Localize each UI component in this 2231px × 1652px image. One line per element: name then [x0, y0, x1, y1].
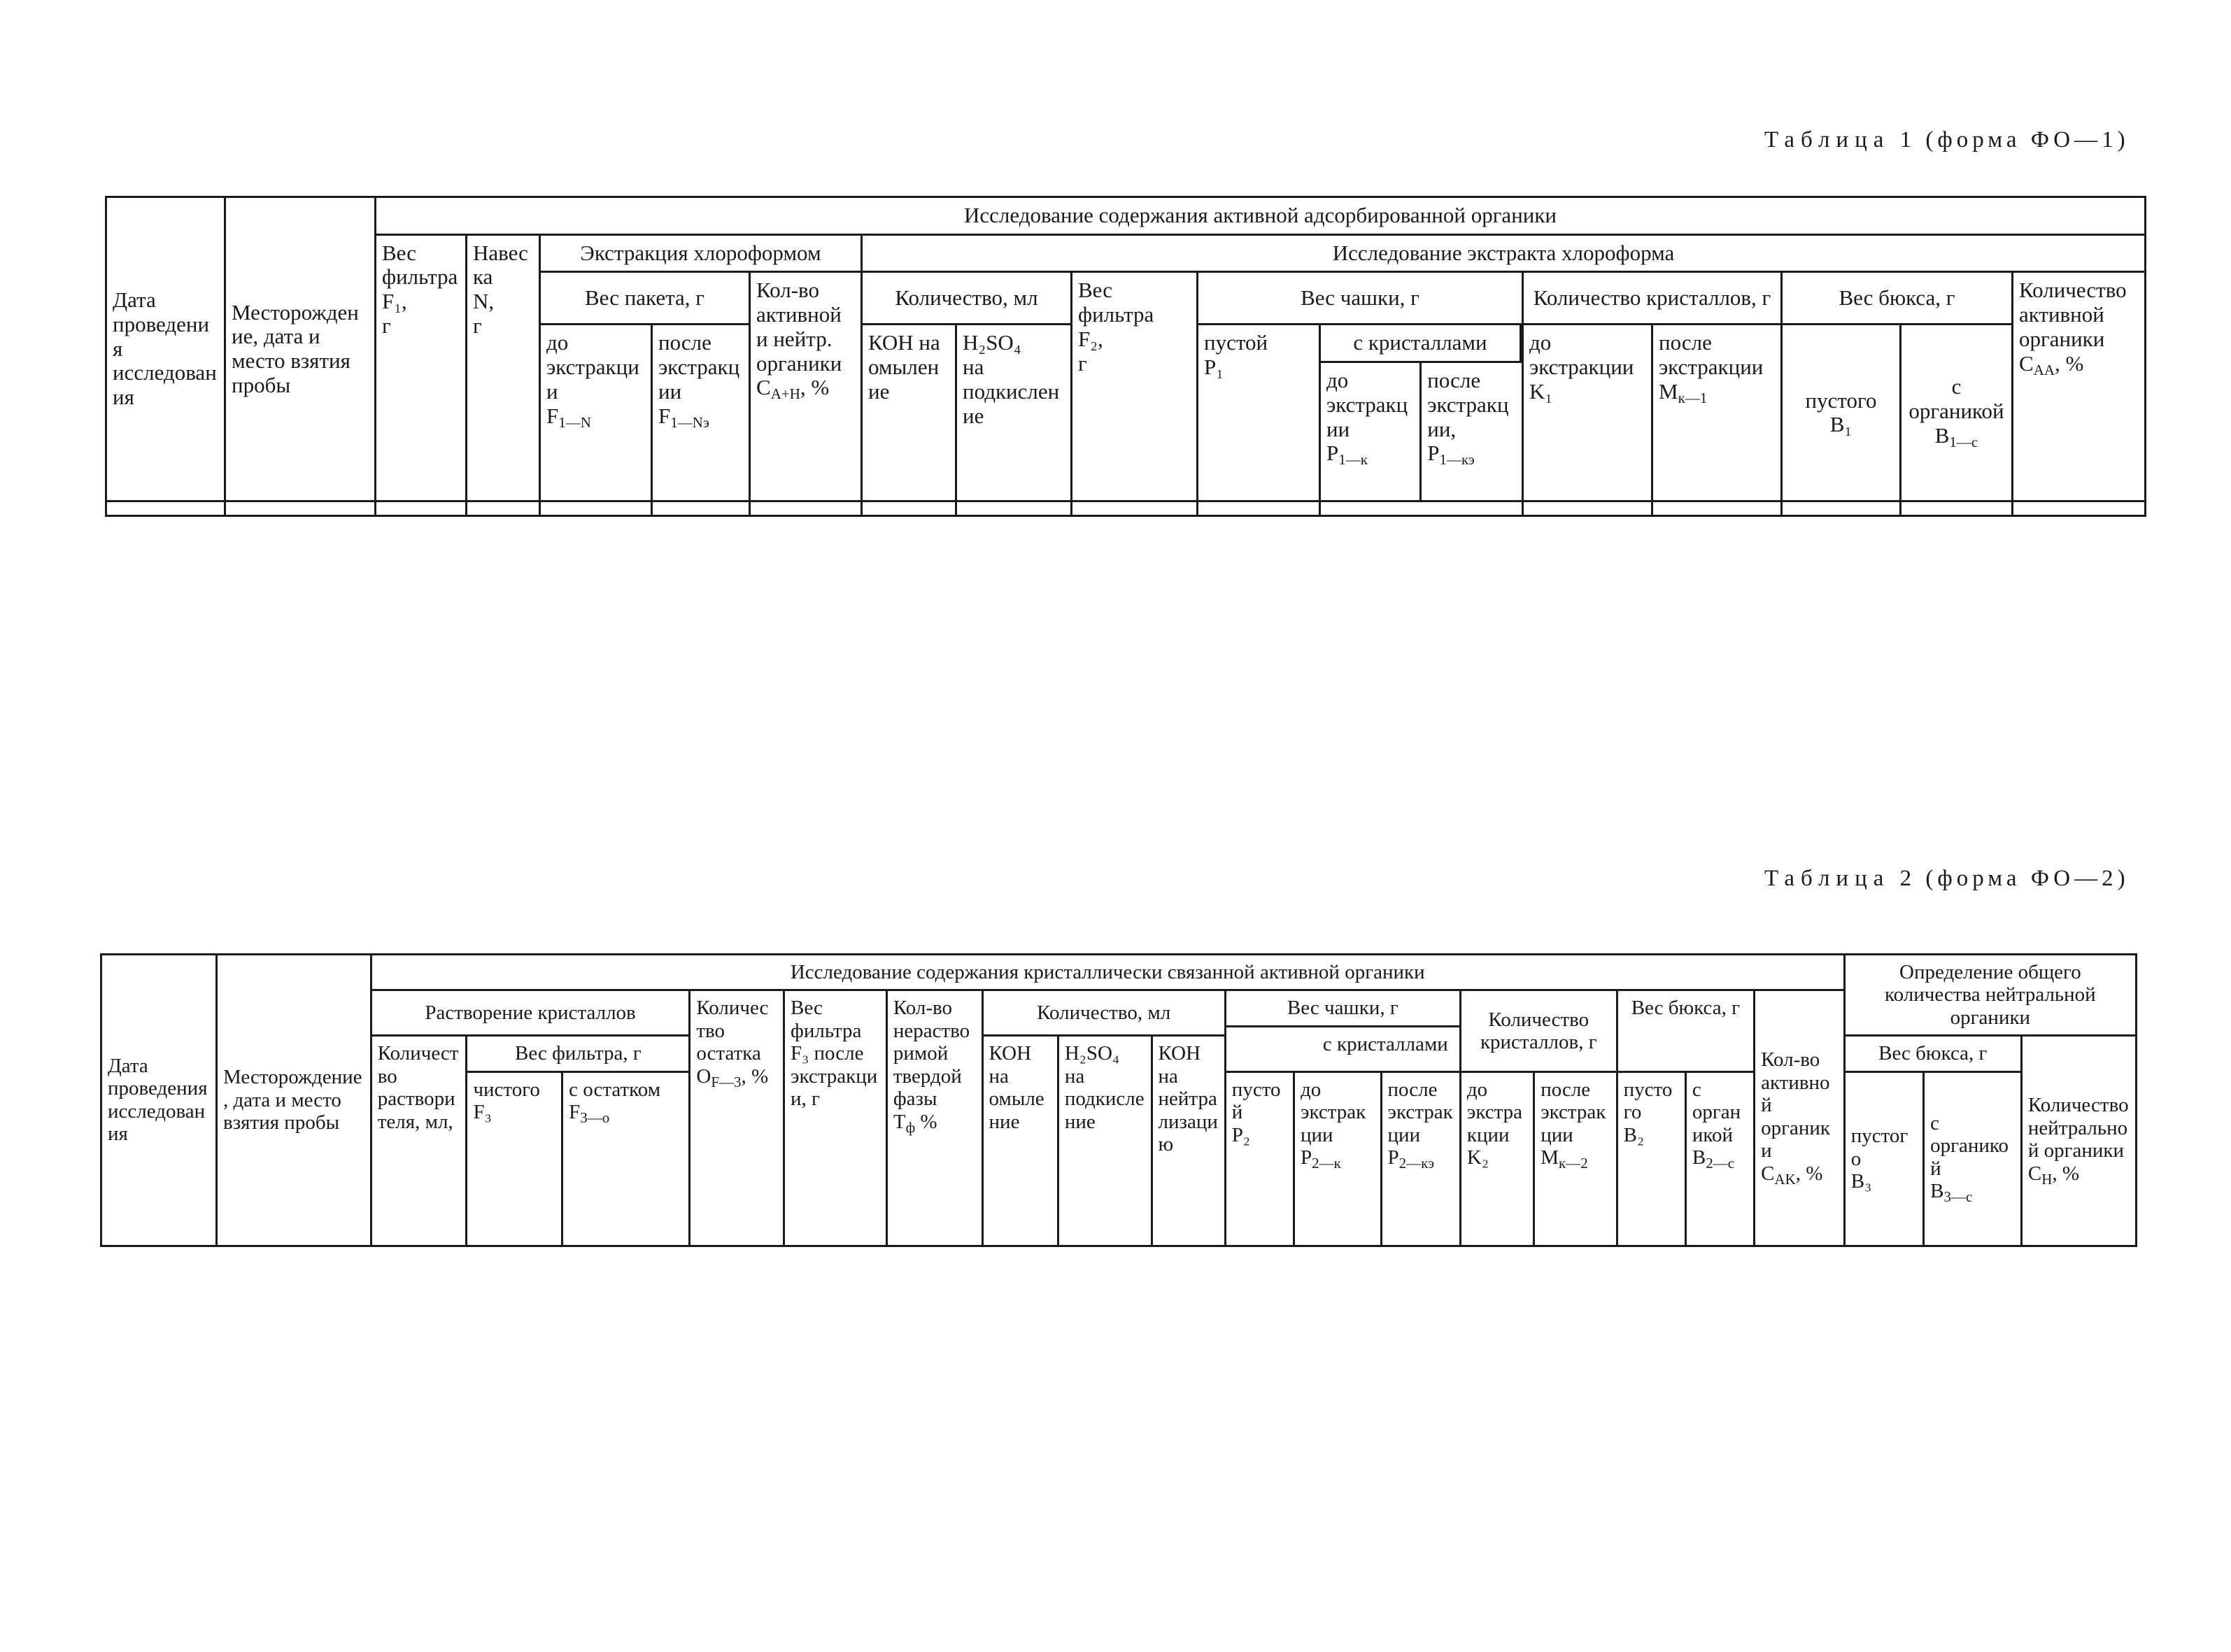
- symbol-letter: P: [1326, 441, 1339, 466]
- label: с остатком: [569, 1078, 661, 1101]
- symbol: N,: [473, 289, 495, 314]
- label: до экстракции: [1466, 1078, 1523, 1146]
- symbol: F₂,: [1078, 326, 1103, 351]
- table2-header-row-2: [101, 990, 2137, 1036]
- table1-col-active-neutral: [750, 272, 862, 501]
- symbol-letter: F: [658, 403, 671, 428]
- unit: г: [382, 313, 391, 338]
- symbol-letter: C: [1761, 1162, 1775, 1185]
- symbol: H₂SO₄: [1064, 1042, 1120, 1065]
- label: пустой: [1204, 330, 1268, 355]
- symbol-subscript: ф: [905, 1118, 916, 1136]
- label: Количество нейтральной органики: [2027, 1094, 2129, 1162]
- label: пустого: [1850, 1125, 1908, 1170]
- table1-col-koh: КОН на омыление: [862, 325, 956, 501]
- table1-cell: [1901, 501, 2013, 516]
- symbol: [893, 1111, 976, 1137]
- label: пустой: [1231, 1078, 1281, 1124]
- unit: , %: [800, 375, 830, 400]
- table1-caption: [1764, 127, 2130, 153]
- symbol-subscript: AK: [1774, 1170, 1796, 1188]
- label: чистого: [473, 1078, 540, 1101]
- table1-caption-word: Таблица: [1764, 127, 1890, 152]
- table1-cell: [225, 501, 376, 516]
- label: после экстракции: [1541, 1078, 1606, 1146]
- symbol: [1541, 1146, 1610, 1172]
- unit: г: [473, 313, 482, 338]
- unit: , %: [741, 1064, 769, 1088]
- label: Количество активной органики: [2019, 278, 2127, 351]
- table1-header-row-2: [106, 234, 2146, 272]
- table1-col-packet-after: [652, 325, 750, 501]
- table2-header-row-1: [101, 955, 2137, 990]
- table2-group-general: Определение общего количества нейтральной органики: [1844, 955, 2136, 1036]
- label: Навеска: [473, 240, 528, 290]
- table1-group-main: Исследование содержания активной адсорбированной органики: [376, 197, 2146, 235]
- table2-col-cryst-before: [1294, 1071, 1382, 1246]
- symbol-letter: P: [1387, 1146, 1399, 1169]
- table1-col-packet-before: [540, 325, 652, 501]
- symbol: [569, 1101, 683, 1127]
- symbol: [2027, 1162, 2080, 1188]
- symbol-letter: M: [1541, 1146, 1559, 1169]
- symbol-subscript: к—2: [1559, 1155, 1588, 1172]
- table2-col-solvent-qty: Количество растворителя, мл,: [371, 1036, 467, 1246]
- symbol: H₂SO₄: [963, 330, 1021, 355]
- label: на подкисление: [1064, 1064, 1145, 1133]
- symbol-subscript: 2—кэ: [1398, 1155, 1435, 1172]
- table1-cell: [2013, 501, 2146, 516]
- table1-col-date: Дата проведения исследования: [106, 197, 225, 501]
- table2-col-date: Дата проведения исследования: [101, 955, 217, 1246]
- table1-cell: [862, 501, 956, 516]
- table1-cell: [376, 501, 467, 516]
- table1-cell: [467, 501, 540, 516]
- table2-group-main: Исследование содержания кристаллически связанной активной органики: [371, 955, 1844, 990]
- symbol-subscript: 1—кэ: [1439, 451, 1475, 469]
- table1-group-bottle-weight: Вес бюкса, г: [1782, 272, 2013, 325]
- table2-col-insoluble: [886, 990, 982, 1246]
- table1-cell: [750, 501, 862, 516]
- table1-header-row-1: [106, 197, 2146, 235]
- label: пустого: [1623, 1078, 1673, 1124]
- symbol: [546, 404, 645, 432]
- table1-col-place: Месторождение, дата и место взятия пробы: [225, 197, 376, 501]
- symbol: [1761, 1162, 1838, 1188]
- table1: [105, 196, 2146, 517]
- table2-col-residue-qty: [690, 990, 784, 1246]
- table2-group-crystal-qty: Количество кристаллов, г: [1460, 990, 1617, 1071]
- label: до экстракции: [1529, 330, 1634, 380]
- table1-group-packet-weight: Вес пакета, г: [540, 272, 750, 325]
- symbol-subscript: 3—с: [1943, 1188, 1973, 1206]
- symbol-letter: B: [1692, 1146, 1706, 1169]
- table2-group-filter-weight: Вес фильтра, г: [467, 1036, 690, 1071]
- symbol-subscript: 1—к: [1338, 451, 1368, 469]
- label: до экстракции: [546, 330, 639, 404]
- symbol: K₂: [1466, 1146, 1489, 1169]
- symbol: [1427, 441, 1515, 469]
- symbol-letter: M: [1659, 378, 1678, 404]
- symbol: P₁: [1204, 355, 1224, 380]
- symbol: [1301, 1146, 1375, 1172]
- table2-group-with-crystals: с кристаллами: [1322, 1032, 1448, 1055]
- label: Количество остатка: [696, 997, 769, 1065]
- table1-cell: [106, 501, 225, 516]
- table1-cell: [1782, 501, 1901, 516]
- table2: [100, 953, 2137, 1247]
- table1-col-h2so4: [956, 325, 1072, 501]
- table1-cell: [1320, 501, 1523, 516]
- symbol-letter: C: [2027, 1162, 2042, 1185]
- label: Вес фильтра: [1078, 278, 1154, 327]
- symbol: P₂: [1231, 1123, 1251, 1146]
- label: с органикой: [1692, 1078, 1741, 1146]
- label: Кол-во нерастворимой твердой фазы: [893, 997, 970, 1111]
- table1-group-crystal-qty: Количество кристаллов, г: [1523, 272, 1782, 325]
- table1-caption-number: 1: [1899, 127, 1916, 152]
- table2-col-crq-after: [1534, 1071, 1617, 1246]
- label: после экстракции,: [1427, 368, 1509, 441]
- unit: , %: [2052, 1162, 2080, 1185]
- symbol-subscript: 1—с: [1949, 433, 1978, 450]
- symbol: [1930, 1180, 2015, 1206]
- table1-cell: [1652, 501, 1782, 516]
- label: до экстракции: [1301, 1078, 1366, 1146]
- symbol-subscript: 1—Nэ: [670, 413, 709, 431]
- symbol-subscript: AA: [2033, 361, 2055, 378]
- symbol-letter: P: [1427, 441, 1440, 466]
- table2-cup-weight-label: Вес чашки, г: [1226, 991, 1459, 1027]
- symbol-subscript: 1—N: [558, 413, 591, 431]
- table1-col-crq-before: [1523, 325, 1652, 501]
- table2-col-cryst-after: [1381, 1071, 1460, 1246]
- table1-cell: [540, 501, 652, 516]
- table1-cell: [956, 501, 1072, 516]
- table1-with-crystals-subtable: [1321, 325, 1522, 500]
- label: Кол-во активной органики: [1761, 1048, 1830, 1162]
- table1-cell: [1198, 501, 1320, 516]
- table2-group-bottle-weight: Вес бюкса, г: [1617, 990, 1754, 1071]
- table1-col-active-qty: [2013, 272, 2146, 501]
- table1-group-extract-study: Исследование экстракта хлороформа: [862, 234, 2146, 272]
- symbol: K₁: [1529, 378, 1553, 404]
- table1-body-row: [106, 501, 2146, 516]
- symbol-letter: C: [2019, 350, 2034, 376]
- table1-caption-form: (форма ФО—1): [1925, 127, 2130, 152]
- symbol-letter: O: [696, 1064, 711, 1088]
- table1-group-cup-weight: Вес чашки, г: [1198, 272, 1523, 325]
- label: до экстракции: [1326, 368, 1408, 441]
- symbol-letter: F: [546, 403, 559, 428]
- label: после экстракции: [658, 330, 740, 404]
- symbol-subscript: F—3: [711, 1073, 742, 1090]
- symbol: [2019, 352, 2139, 379]
- table2-group-bottle-weight-2: Вес бюкса, г: [1844, 1036, 2021, 1071]
- table2-group-quantity-ml: Количество, мл: [982, 990, 1225, 1036]
- symbol-subscript: 2—к: [1312, 1155, 1341, 1172]
- table2-col-crq-before: [1460, 1071, 1534, 1246]
- symbol-subscript: 3—о: [580, 1109, 610, 1127]
- table2-col-bottle-empty: [1617, 1071, 1685, 1246]
- table1-col-sample: [467, 234, 540, 501]
- symbol-letter: T: [893, 1110, 906, 1133]
- table2-col-koh-neu: КОН на нейтрализацию: [1152, 1036, 1225, 1246]
- table1-with-crystals-row: [1321, 325, 1521, 362]
- label: после экстракции: [1387, 1078, 1453, 1146]
- table2-caption-word: Таблица: [1764, 866, 1890, 891]
- table1-group-with-crystals: с кристаллами: [1321, 325, 1521, 362]
- symbol: [1659, 380, 1775, 407]
- table1-group-quantity-ml: Количество, мл: [862, 272, 1072, 325]
- symbol: B₁: [1829, 412, 1853, 437]
- symbol: [1907, 424, 2006, 451]
- symbol: F₁,: [382, 289, 407, 314]
- symbol: [1388, 1146, 1454, 1172]
- symbol: B₃: [1850, 1170, 1872, 1193]
- label: Кол-во активной и нейтр. органики: [756, 278, 842, 376]
- symbol-letter: P: [1301, 1146, 1312, 1169]
- symbol: [1326, 441, 1414, 469]
- table2-col-neutral: [2021, 1036, 2136, 1246]
- symbol-subscript: H: [2041, 1170, 2053, 1188]
- unit: , %: [1795, 1162, 1823, 1185]
- table2-caption-number: 2: [1899, 866, 1916, 891]
- table1-col-cryst-after: [1421, 362, 1521, 501]
- table2-col-filter-residue: [562, 1071, 690, 1246]
- symbol-letter: C: [756, 375, 771, 400]
- unit: г: [1078, 350, 1087, 376]
- table1-with-crystals-wrap: [1320, 325, 1523, 501]
- table2-group-cup-weight: [1225, 990, 1460, 1071]
- table1-col-bottle-org: [1901, 325, 2013, 501]
- table2-col-place: Месторождение, дата и место взятия пробы: [217, 955, 371, 1246]
- table1-cell: [1523, 501, 1652, 516]
- table1-col-filter-weight: [376, 234, 467, 501]
- label: с органикой: [1930, 1111, 2009, 1180]
- table1-group-extraction: Экстракция хлороформом: [540, 234, 862, 272]
- label: после экстракции: [1659, 330, 1764, 380]
- label: на подкисление: [963, 355, 1060, 428]
- unit: , %: [2055, 350, 2084, 376]
- symbol-subscript: 2—с: [1706, 1155, 1735, 1172]
- symbol-subscript: A+H: [770, 385, 800, 403]
- table2-col-bottle3-empty: [1844, 1071, 1923, 1246]
- symbol-letter: F: [569, 1101, 581, 1124]
- symbol: [1692, 1146, 1748, 1172]
- table2-col-h2so4: [1058, 1036, 1152, 1246]
- table1-cell: [1072, 501, 1198, 516]
- symbol: [756, 376, 855, 403]
- table1-col-cup-empty: [1198, 325, 1320, 501]
- unit: %: [920, 1110, 937, 1133]
- table2-col-bottle3-org: [1924, 1071, 2022, 1246]
- label: Вес фильтра: [382, 240, 458, 290]
- symbol-subscript: к—1: [1678, 389, 1708, 406]
- table1-col-filter2: [1072, 272, 1198, 501]
- symbol: B₂: [1623, 1123, 1645, 1146]
- symbol: F₃: [473, 1101, 492, 1124]
- table2-col-filter-after: Вес фильтра F₃ после экстракции, г: [784, 990, 887, 1246]
- symbol-letter: B: [1930, 1180, 1944, 1203]
- label: пустого: [1805, 387, 1877, 413]
- table2-col-filter-clean: [467, 1071, 562, 1246]
- table2-col-cup-empty: [1225, 1071, 1294, 1246]
- symbol: [696, 1065, 777, 1091]
- table1-col-cryst-before: [1321, 362, 1421, 501]
- table2-caption: [1764, 866, 2130, 892]
- table2-col-bottle-org: [1685, 1071, 1754, 1246]
- table2-caption-form: (форма ФО—2): [1925, 866, 2130, 891]
- symbol-letter: B: [1934, 422, 1950, 448]
- table1-with-crystals-cols: [1321, 362, 1521, 501]
- table1-col-crq-after: [1652, 325, 1782, 501]
- table2-group-dissolution: Растворение кристаллов: [371, 990, 690, 1036]
- table2-col-koh-sap: КОН на омыление: [982, 1036, 1058, 1246]
- table1-cell: [652, 501, 750, 516]
- symbol: [658, 404, 743, 432]
- table1-col-bottle-empty: [1782, 325, 1901, 501]
- table2-col-active: [1755, 990, 1845, 1246]
- label: с органикой: [1908, 374, 2004, 424]
